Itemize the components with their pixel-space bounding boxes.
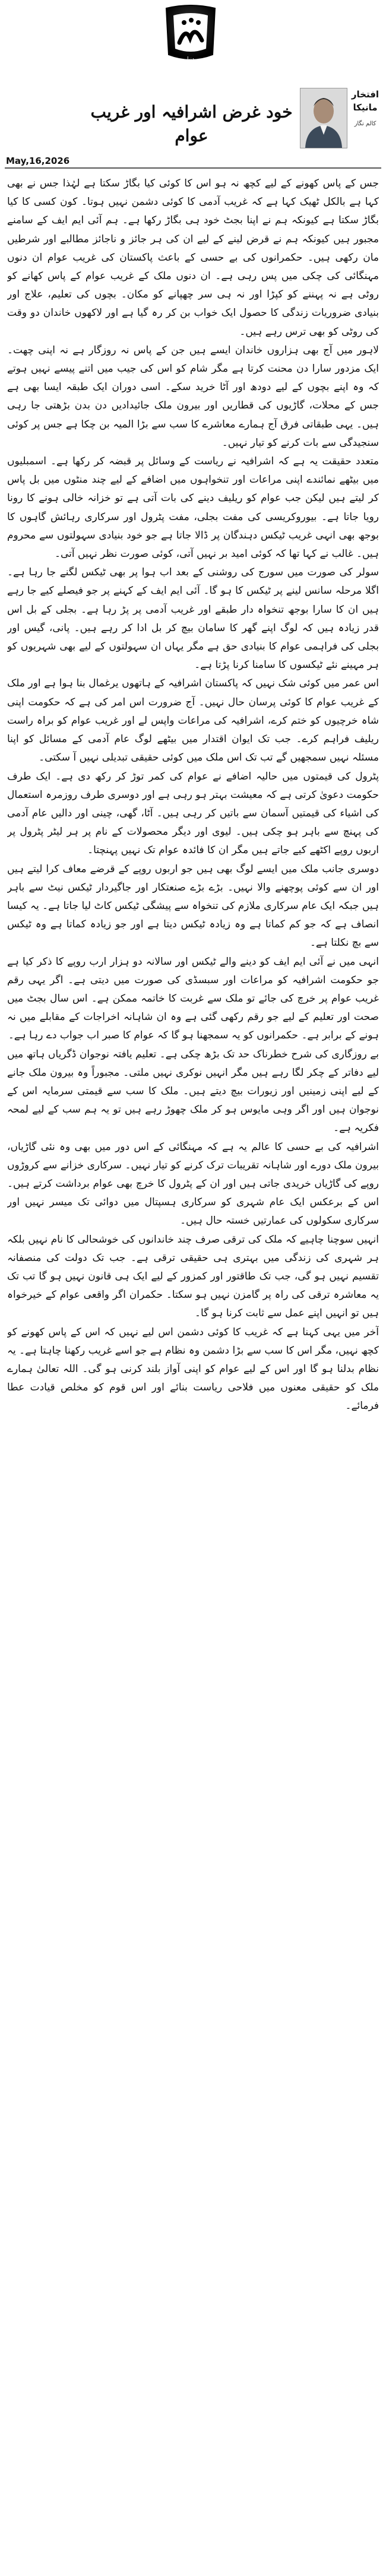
author-name: افتخار مانیکا: [351, 89, 379, 113]
article-paragraph: لاہور میں آج بھی ہزاروں خاندان ایسے ہیں جن کے پاس نہ روزگار ہے نہ اپنی چھت۔ ایک مزدور سارا دن محنت کرتا ہے مگر شام کو اس کی جیب میں اتنے پیسے نہیں ہوتے کہ وہ اپنے بچوں کے لیے دودھ اور آٹا خرید سکے۔ اسی دوران ایک طبقہ ایسا بھی ہے جس کے محلات، گاڑیوں کی قطاریں اور بیرون ملک جائیدادیں دن بدن بڑھتی جا رہی ہیں۔ یہی طبقاتی فرق آج ہمارے معاشرے کا سب سے بڑا المیہ بن چکا ہے جس پر کوئی سنجیدگی سے بات کرنے کو تیار نہیں۔: [7, 344, 379, 449]
logo-text: دنیا: [187, 56, 194, 62]
article-paragraph: اشرافیہ کی بے حسی کا عالم یہ ہے کہ مہنگائی کے اس دور میں بھی وہ نئی گاڑیاں، بیرون ملک دورے اور شاہانہ تقریبات ترک کرنے کو تیار نہیں۔ سرکاری خزانے سے کروڑوں روپے کی گاڑیاں خریدی جاتی ہیں اور ان کے پٹرول کا خرچ بھی عوام برداشت کرتے ہیں۔ اس کے برعکس ایک عام شہری کو سرکاری ہسپتال میں دوائی تک میسر نہیں اور سرکاری سکولوں کی عمارتیں خستہ حال ہیں۔: [7, 1140, 379, 1227]
article-paragraph: پٹرول کی قیمتوں میں حالیہ اضافے نے عوام کی کمر توڑ کر رکھ دی ہے۔ ایک طرف حکومت دعویٰ کرتی ہے کہ معیشت بہتر ہو رہی ہے اور دوسری طرف روزمرہ استعمال کی اشیاء کی قیمتیں آسمان سے باتیں کر رہی ہیں۔ آٹا، گھی، چینی اور دالیں عام آدمی کی پہنچ سے باہر ہو چکی ہیں۔ لیوی اور دیگر محصولات کے نام پر ہر لیٹر پٹرول پر اربوں روپے اکٹھے کیے جاتے ہیں مگر ان کا فائدہ عوام تک نہیں پہنچتا۔: [7, 770, 379, 857]
article-paragraph: جس کے پاس کھونے کے لیے کچھ نہ ہو اس کا کوئی کیا بگاڑ سکتا ہے لہٰذا جس نے بھی کہا ہے بالکل ٹھیک کہا ہے کہ غریب آدمی کا کوئی دشمن نہیں ہوتا۔ کون کسی کا کیا بگاڑ سکتا ہے کیونکہ ہم نے اپنا بجٹ خود ہی بگاڑ رکھا ہے۔ ہم آئی ایم ایف کے سامنے مجبور ہیں کیونکہ ہم نے قرض لینے کے لیے ان کی ہر جائز و ناجائز مطالبے اور شرطیں مان رکھی ہیں۔ حکمرانوں کی بے حسی کے باعث پاکستان کی غریب عوام ان دنوں مہنگائی کی چکی میں پس رہی ہے۔ ان دنوں ملک کے غریب عوام کے پاس کھانے کو روٹی ہے نہ پہننے کو کپڑا اور نہ ہی سر چھپانے کو مکان۔ بچوں کی تعلیم، علاج اور بنیادی ضروریات زندگی کا حصول ایک خواب بن کر رہ گیا ہے اور لاکھوں خاندان دو وقت کی روٹی کو بھی ترس رہے ہیں۔: [7, 178, 379, 338]
article-paragraph: اس عمر میں کوئی شک نہیں کہ پاکستان اشرافیہ کے ہاتھوں یرغمال بنا ہوا ہے اور ملک کے غریب عوام کا کوئی پرسان حال نہیں۔ آج ضرورت اس امر کی ہے کہ حکومت اپنی شاہ خرچیوں کو ختم کرے، اشرافیہ کی مراعات واپس لے اور غریب عوام کو براہ راست ریلیف فراہم کرے۔ جب تک ایوان اقتدار میں بیٹھے لوگ عام آدمی کے مسائل کو اپنا مسئلہ نہیں سمجھیں گے تب تک اس ملک میں کوئی حقیقی تبدیلی نہیں آ سکتی۔: [7, 677, 379, 764]
masthead: [0, 0, 386, 70]
publish-date: May,16,2026: [6, 156, 70, 166]
author-photo: [300, 88, 347, 148]
article-title: خود غرض اشرافیہ اور غریب عوام: [90, 102, 293, 145]
dunya-logo: [156, 4, 226, 65]
article-paragraph: انہیں سوچنا چاہیے کہ ملک کی ترقی صرف چند خاندانوں کی خوشحالی کا نام نہیں بلکہ ہر شہری کی زندگی میں بہتری ہی حقیقی ترقی ہے۔ جب تک دولت کی منصفانہ تقسیم نہیں ہو گی، جب تک طاقتور اور کمزور کے لیے ایک ہی قانون نہیں ہو گا تب تک یہ معاشرہ ترقی کی راہ پر گامزن نہیں ہو سکتا۔ حکمران اگر واقعی عوام کے خیرخواہ ہیں تو انہیں اپنے عمل سے ثابت کرنا ہو گا۔: [7, 1233, 379, 1320]
article-paragraph: بے روزگاری کی شرح خطرناک حد تک بڑھ چکی ہے۔ تعلیم یافتہ نوجوان ڈگریاں ہاتھ میں لیے دفاتر کے چکر لگا رہے ہیں مگر انہیں نوکری نہیں ملتی۔ مجبوراً وہ بیرون ملک جانے کے لیے اپنی زمینیں اور زیورات بیچ دیتے ہیں۔ ملک کا سب سے قیمتی سرمایہ اس کے نوجوان ہیں اور اگر وہی مایوس ہو کر ملک چھوڑ رہے ہیں تو یہ ہم سب کے لیے لمحہ فکریہ ہے۔: [7, 1048, 379, 1135]
article-paragraph: سولر کی صورت میں سورج کی روشنی کے بعد اب ہوا پر بھی ٹیکس لگنے جا رہا ہے۔ اگلا مرحلہ سانس لینے پر ٹیکس کا ہو گا۔ آئی ایم ایف کے کہنے پر جو فیصلے کیے جا رہے ہیں ان کا سارا بوجھ تنخواہ دار طبقے اور غریب آدمی پر پڑ رہا ہے۔ بجلی کے بل اس قدر زیادہ ہیں کہ لوگ اپنے گھر کا سامان بیچ کر بل ادا کر رہے ہیں۔ پانی، گیس اور بجلی کی فراہمی عوام کا بنیادی حق ہے مگر یہاں ان سہولتوں کے لیے بھی شہریوں کو ہر مہینے نئے ٹیکسوں کا سامنا کرنا پڑتا ہے۔: [7, 566, 379, 671]
article-paragraph: آخر میں یہی کہنا ہے کہ غریب کا کوئی دشمن اس لیے نہیں کہ اس کے پاس کھونے کو کچھ نہیں، مگر اس کا سب سے بڑا دشمن وہ نظام ہے جو اسے غریب رکھنا چاہتا ہے۔ یہ نظام بدلنا ہو گا اور اس کے لیے عوام کو اپنی آواز بلند کرنی ہو گی۔ اللہ تعالیٰ ہمارے ملک کو حقیقی معنوں میں فلاحی ریاست بنائے اور اس قوم کو مخلص قیادت عطا فرمائے۔: [7, 1326, 379, 1412]
article-paragraph: انہی میں نے آئی ایم ایف کو دینے والے ٹیکس اور سالانہ دو ہزار ارب روپے کا ذکر کیا ہے جو حکومت اشرافیہ کو مراعات اور سبسڈی کی صورت میں دیتی ہے۔ اگر یہی رقم غریب عوام پر خرچ کی جائے تو ملک سے غربت کا خاتمہ ممکن ہے۔ اس سال بجٹ میں صحت اور تعلیم کے لیے جو رقم رکھی گئی ہے وہ ان شاہانہ اخراجات کے مقابلے میں نہ ہونے کے برابر ہے۔ حکمرانوں کو یہ سمجھنا ہو گا کہ عوام کا صبر اب جواب دے رہا ہے۔: [7, 955, 379, 1042]
author-box: [347, 88, 383, 147]
article-body: [7, 175, 379, 2567]
header-divider: [5, 167, 381, 169]
author-subtitle: کالم نگار: [354, 121, 376, 127]
article-paragraph: دوسری جانب ملک میں ایسے لوگ بھی ہیں جو اربوں روپے کے قرضے معاف کرا لیتے ہیں اور ان سے کوئی پوچھنے والا نہیں۔ بڑے بڑے صنعتکار اور جاگیردار ٹیکس نیٹ سے باہر ہیں جبکہ ایک عام سرکاری ملازم کی تنخواہ سے پیشگی ٹیکس کاٹ لیا جاتا ہے۔ یہ کیسا انصاف ہے کہ جو کم کماتا ہے وہ زیادہ ٹیکس دیتا ہے اور جو زیادہ کماتا ہے وہ ٹیکس سے بچ نکلتا ہے۔: [7, 863, 379, 949]
author-portrait-icon: [300, 88, 347, 148]
article-paragraph: متعدد حقیقت یہ ہے کہ اشرافیہ نے ریاست کے وسائل پر قبضہ کر رکھا ہے۔ اسمبلیوں میں بیٹھے نمائندے اپنی مراعات اور تنخواہوں میں اضافے کے لیے چند منٹوں میں بل پاس کر لیتے ہیں لیکن جب عوام کو ریلیف دینے کی بات آتی ہے تو خزانہ خالی ہونے کا رونا رویا جاتا ہے۔ بیوروکریسی کی مفت بجلی، مفت پٹرول اور سرکاری رہائش گاہوں کا بوجھ بھی انہی غریب ٹیکس دہندگان پر ڈالا جاتا ہے جو خود بنیادی سہولتوں سے محروم ہیں۔ غالب نے کہا تھا کہ کوئی امید بر نہیں آتی، کوئی صورت نظر نہیں آتی۔: [7, 455, 379, 560]
